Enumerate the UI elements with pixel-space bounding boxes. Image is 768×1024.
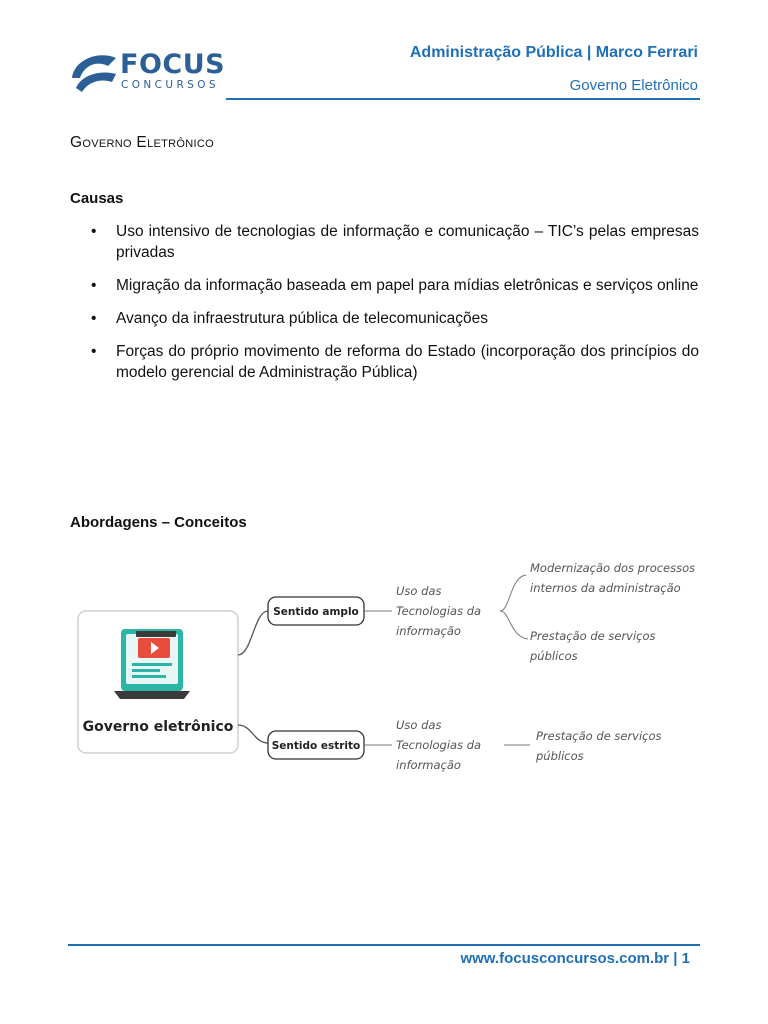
estrito-result-line: Prestação de serviços (536, 729, 662, 743)
list-item: • Uso intensivo de tecnologias de informação e comunicação – TIC’s pelas empresas privadas (70, 221, 699, 263)
amplo-result-line: Modernização dos processos (530, 561, 696, 575)
logo-subtitle: CONCURSOS (121, 79, 219, 91)
causas-list (70, 221, 699, 395)
estrito-uso-line: Tecnologias da (396, 738, 482, 752)
sentido-estrito-label: Sentido estrito (271, 740, 361, 752)
footer-site-link[interactable]: www.focusconcursos.com.br | 1 (460, 950, 690, 967)
amplo-result-line: públicos (530, 649, 578, 663)
focus-logo (68, 46, 224, 102)
laptop-video-icon (114, 629, 190, 699)
header-divider (226, 98, 700, 100)
focus-logo-icon (68, 48, 120, 100)
list-item: • Forças do próprio movimento de reforma do Estado (incorporação dos princípios do modelo gerencial de Administração Pública) (70, 341, 699, 383)
section-title (70, 134, 214, 152)
estrito-result-line: públicos (536, 749, 584, 763)
amplo-uso-line: informação (396, 624, 461, 638)
logo-wordmark: FOCUS (120, 49, 226, 80)
estrito-uso-line: informação (396, 758, 461, 772)
amplo-result-line: Prestação de serviços (530, 629, 656, 643)
concept-diagram (76, 555, 720, 785)
amplo-uso-line: Tecnologias da (396, 604, 482, 618)
list-item: • Migração da informação baseada em papel para mídias eletrônicas e serviços online (70, 275, 699, 296)
estrito-uso-line: Uso das (396, 718, 442, 732)
sentido-amplo-label: Sentido amplo (273, 606, 359, 618)
header-title: Administração Pública | Marco Ferrari (409, 44, 698, 61)
abordagens-heading: Abordagens – Conceitos (70, 514, 247, 531)
footer-divider (68, 944, 700, 946)
list-item: • Avanço da infraestrutura pública de telecomunicações (70, 308, 699, 329)
amplo-uso-line: Uso das (396, 584, 442, 598)
center-label: Governo eletrônico (82, 719, 234, 735)
header-subtitle: Governo Eletrônico (569, 77, 698, 94)
amplo-result-line: internos da administração (530, 581, 681, 595)
causas-heading: Causas (70, 190, 124, 207)
section-title-text: Governo Eletrônico (70, 134, 214, 151)
